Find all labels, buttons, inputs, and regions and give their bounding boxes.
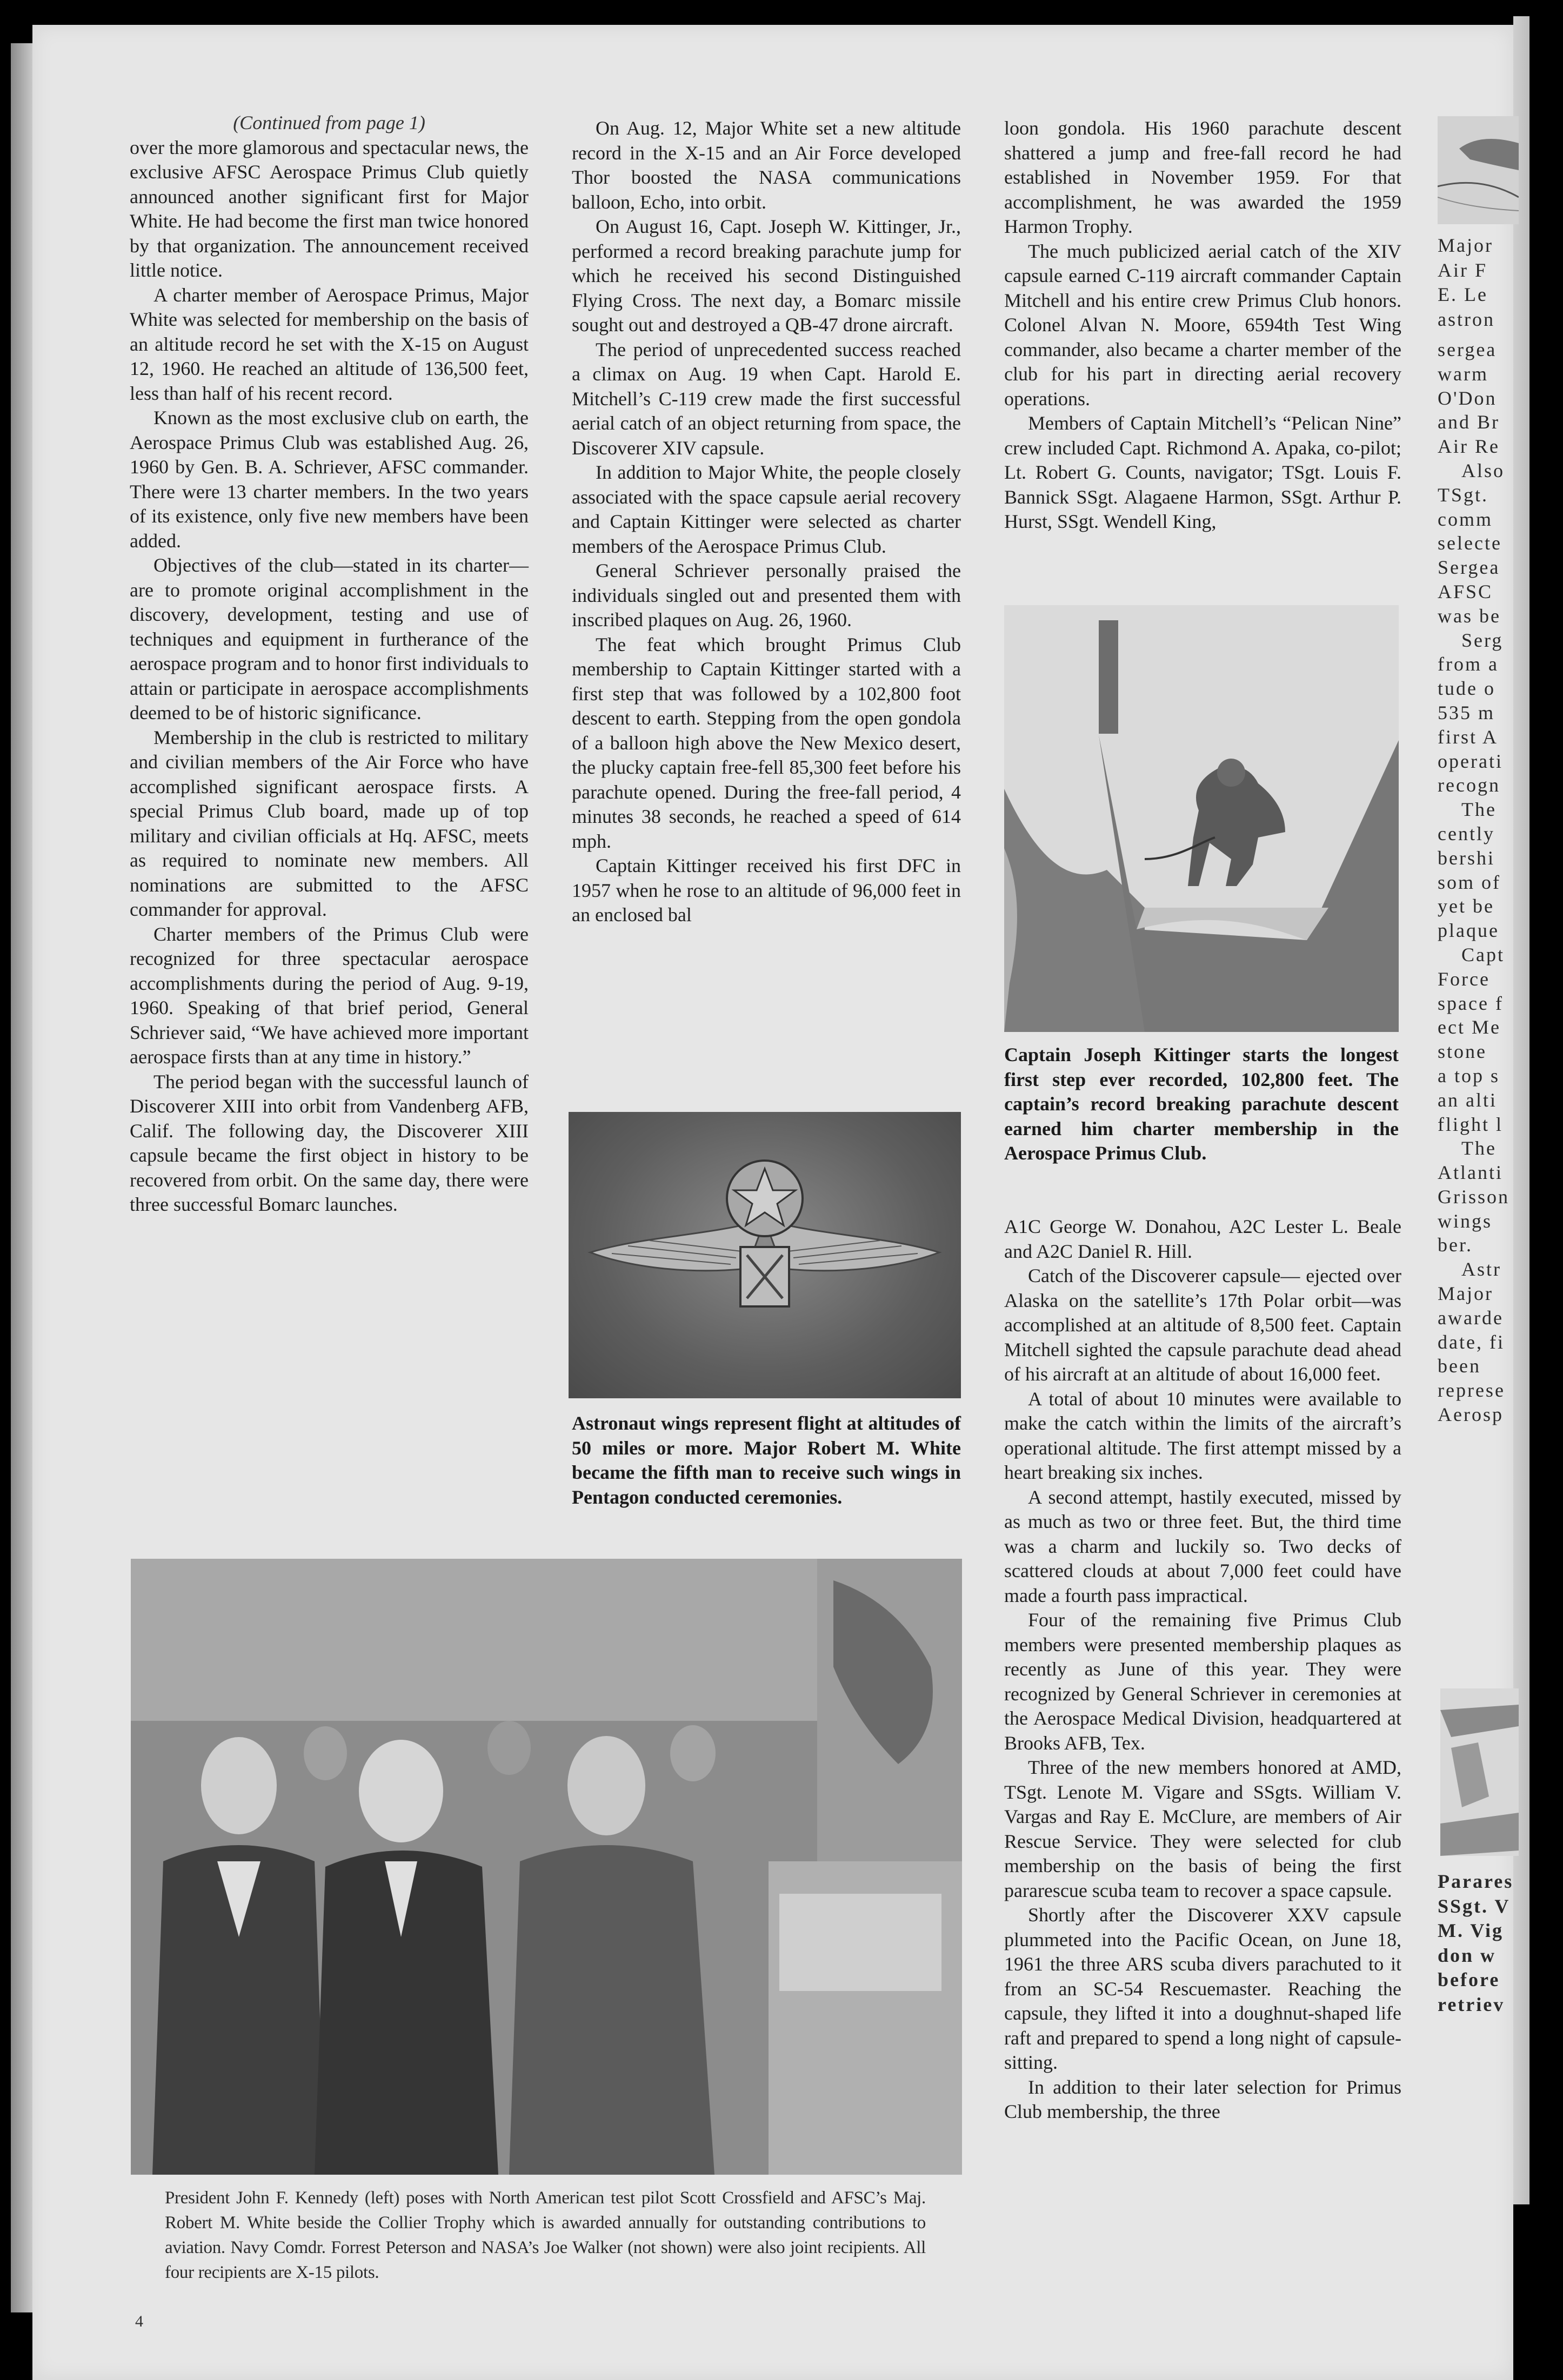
cut-line: operati bbox=[1438, 750, 1503, 772]
paragraph: A second attempt, hastily executed, missed by as much as two or three feet. But, the third time was a charm and luckily so. Two decks of scattered clouds at about 7,000 feet could have made a fourth pass impractical. bbox=[1004, 1486, 1401, 1606]
cut-line: ect Me bbox=[1438, 1016, 1501, 1038]
cut-line: Air F bbox=[1438, 259, 1488, 281]
cut-line: bershi bbox=[1438, 847, 1495, 869]
wings-insignia-icon bbox=[569, 1112, 961, 1398]
astronaut-wings-photo bbox=[569, 1112, 961, 1398]
cut-line: from a bbox=[1438, 653, 1499, 675]
cut-line: Sergea bbox=[1438, 557, 1500, 579]
cut-line: astron bbox=[1438, 308, 1495, 330]
cut-line: recogn bbox=[1438, 774, 1500, 796]
cut-line: Parares bbox=[1438, 1871, 1514, 1892]
right-edge-photo-top bbox=[1438, 116, 1519, 224]
cut-line: SSgt. V bbox=[1438, 1895, 1511, 1917]
parachutist-image-icon bbox=[1004, 605, 1399, 1032]
cut-off-caption-bottom bbox=[1438, 1869, 1519, 2017]
cut-line: M. Vig bbox=[1438, 1920, 1504, 1941]
cut-line: first A bbox=[1438, 726, 1499, 748]
paragraph: In addition to their later selection for Primus Club membership, the three bbox=[1004, 2076, 1401, 2122]
cut-line: Serg bbox=[1461, 629, 1504, 651]
continued-from-label: (Continued from page 1) bbox=[233, 112, 425, 133]
cut-line: Atlanti bbox=[1438, 1162, 1503, 1184]
paragraph: Captain Kittinger received his first DFC in 1957 when he rose to an altitude of 96,000 feet in an enclosed bal bbox=[572, 855, 961, 926]
article-column-3-top bbox=[1004, 116, 1401, 534]
cut-line: was be bbox=[1438, 605, 1501, 627]
wings-photo-caption: Astronaut wings represent flight at altitudes of 50 miles or more. Major Robert M. White became the fifth man to receive such wings in Pentagon conducted ceremonies. bbox=[572, 1412, 961, 1508]
paragraph: A1C George W. Donahou, A2C Lester L. Beale and A2C Daniel R. Hill. bbox=[1004, 1216, 1401, 1262]
cut-line: wings bbox=[1438, 1210, 1493, 1232]
cut-line: flight l bbox=[1438, 1113, 1503, 1135]
kennedy-collier-trophy-photo bbox=[131, 1559, 962, 2175]
cut-line: been bbox=[1438, 1355, 1481, 1377]
paragraph: loon gondola. His 1960 parachute descent shattered a jump and free-fall record he had established in November 1959. For that accomplishment, he was awarded the 1959 Harmon Trophy. bbox=[1004, 117, 1401, 237]
cut-line: ber. bbox=[1438, 1234, 1473, 1256]
cut-line: date, fi bbox=[1438, 1331, 1505, 1353]
cut-off-column-text bbox=[1438, 338, 1519, 1427]
paragraph: The much publicized aerial catch of the XIV capsule earned C-119 aircraft commander Captain Mitchell and his entire crew Primus Club honors. Colonel Alvan N. Moore, 6594th Test Wing commander, also became a charter member of the club for his part in directing aerial recovery operations. bbox=[1004, 240, 1401, 410]
paragraph: Known as the most exclusive club on earth, the Aerospace Primus Club was established Aug. 26, 1960 by Gen. B. A. Schriever, AFSC commander. There were 13 charter members. In the two years of its existence, only five new members have been added. bbox=[130, 407, 529, 552]
cut-line: Astr bbox=[1461, 1258, 1501, 1280]
paragraph: A total of about 10 minutes were available to make the catch within the limits of the aircraft’s operational altitude. The first attempt missed by a heart breaking six inches. bbox=[1004, 1387, 1401, 1483]
cut-line: Air Re bbox=[1438, 435, 1500, 458]
cut-line: selecte bbox=[1438, 532, 1502, 554]
scan-border bbox=[1518, 2302, 1563, 2380]
cut-line: yet be bbox=[1438, 895, 1494, 917]
portrait-fragment-icon bbox=[1438, 116, 1519, 224]
cut-line: TSgt. bbox=[1438, 484, 1489, 506]
paragraph: Objectives of the club—stated in its charter—are to promote original accomplishment in the discovery, development, testing and use of techniques and equipment in furtherance of the aerospace program and to honor first individuals to attain or participate in aerospace accomplishments deemed to be of historic significance. bbox=[130, 554, 529, 723]
paragraph: Membership in the club is restricted to military and civilian members of the Air Force who have accomplished significant aerospace firsts. A special Primus Club board, made up of top military and civilian officials at Hq. AFSC, meets as required to nominate new members. All nominations are submitted to the AFSC commander for approval. bbox=[130, 726, 529, 920]
paragraph: Three of the new members honored at AMD, TSgt. Lenote M. Vigare and SSgts. William V. Vargas and Ray E. McClure, are members of Air Rescue Service. They were selected for club membership on the basis of being the first pararescue scuba team to recover a space capsule. bbox=[1004, 1756, 1401, 1901]
cut-line: AFSC bbox=[1438, 580, 1493, 602]
paragraph: General Schriever personally praised the individuals singled out and presented them with inscribed plaques on Aug. 26, 1960. bbox=[572, 560, 961, 631]
cut-line: and Br bbox=[1438, 411, 1500, 433]
paragraph: A charter member of Aerospace Primus, Major White was selected for membership on the basis of an altitude record he set with the X-15 on August 12, 1960. He reached an altitude of 136,500 feet, less than half of his recent record. bbox=[130, 284, 529, 404]
cut-line: cently bbox=[1438, 822, 1495, 844]
kittinger-photo-caption: Captain Joseph Kittinger starts the longest first step ever recorded, 102,800 feet. The captain’s record breaking parachute descent earned him charter membership in the Aerospace Primus Club. bbox=[1004, 1044, 1399, 1164]
cut-line: 535 m bbox=[1438, 701, 1495, 723]
cut-line: Grisson bbox=[1438, 1185, 1510, 1208]
kittinger-photo bbox=[1004, 605, 1399, 1032]
cut-line: Major bbox=[1438, 234, 1493, 256]
cut-line: O'Don bbox=[1438, 387, 1497, 409]
paragraph: On August 16, Capt. Joseph W. Kittinger, Jr., performed a record breaking parachute jump for which he received his second Distinguished Flying Cross. The next day, a Bomarc missile sought out and destroyed a QB-47 drone aircraft. bbox=[572, 216, 961, 336]
paragraph: The period began with the successful launch of Discoverer XIII into orbit from Vandenberg AFB, Calif. The following day, the Discoverer XIII capsule became the first object in history to be recovered from orbit. On the same day, there were three successful Bomarc launches. bbox=[130, 1070, 529, 1215]
pararescue-fragment-icon bbox=[1440, 1688, 1519, 1856]
cut-line: a top s bbox=[1438, 1064, 1500, 1087]
cut-line: don w bbox=[1438, 1944, 1497, 1966]
cut-line: E. Le bbox=[1438, 284, 1488, 305]
cut-line: retriev bbox=[1438, 1993, 1505, 2015]
paragraph: Four of the remaining five Primus Club members were presented membership plaques as recently as June of this year. They were recognized by General Schriever in ceremonies at the Aerospace Medical Division, headquartered at Brooks AFB, Tex. bbox=[1004, 1609, 1401, 1754]
article-column-3-bottom bbox=[1004, 1215, 1401, 2124]
paragraph: On Aug. 12, Major White set a new altitude record in the X-15 and an Air Force developed Thor boosted the NASA communications balloon, Echo, into orbit. bbox=[572, 117, 961, 213]
cut-line: represe bbox=[1438, 1379, 1505, 1402]
paragraph: Members of Captain Mitchell’s “Pelican Nine” crew included Capt. Richmond A. Apaka, co-pilot; Lt. Robert G. Counts, navigator; TSgt. Louis F. Bannick SSgt. Alagaene Harmon, SSgt. Arthur P. Hurst, SSgt. Wendell King, bbox=[1004, 412, 1401, 532]
cut-line: Also bbox=[1461, 459, 1505, 481]
cut-line: Aerosp bbox=[1438, 1404, 1504, 1426]
cut-line: The bbox=[1461, 799, 1497, 821]
paragraph: The period of unprecedented success reached a climax on Aug. 19 when Capt. Harold E. Mitchell’s C-119 crew made the first successful aerial catch of an object returning from space, the Discoverer XIV capsule. bbox=[572, 338, 961, 459]
cut-line: Capt bbox=[1461, 943, 1505, 966]
cut-line: Force bbox=[1438, 968, 1490, 990]
article-column-1 bbox=[130, 111, 529, 1217]
article-column-2 bbox=[572, 116, 961, 928]
cut-line: plaque bbox=[1438, 920, 1499, 942]
cut-line: tude o bbox=[1438, 678, 1495, 700]
paragraph: Shortly after the Discoverer XXV capsule plummeted into the Pacific Ocean, on June 18, 1961 the three ARS scuba divers parachuted to it from an SC-54 Rescuemaster. Reaching the capsule, they lifted it into a doughnut-shaped life raft and prepared to spend a long night of capsule-sitting. bbox=[1004, 1904, 1401, 2073]
cut-line: an alti bbox=[1438, 1089, 1497, 1111]
paragraph: over the more glamorous and spectacular news, the exclusive AFSC Aerospace Primus Club quietly announced another significant first for Major White. He had become the first man twice honored by that organization. The announcement received little notice. bbox=[130, 136, 529, 281]
cut-line: awarde bbox=[1438, 1306, 1504, 1329]
paragraph: Charter members of the Primus Club were recognized for three spectacular aerospace accomplishments during the period of Aug. 9-19, 1960. Speaking of that brief period, General Schriever said, “We have achieved more important aerospace firsts than at any time in history.” bbox=[130, 923, 529, 1068]
group-photo-image-icon bbox=[131, 1559, 962, 2175]
paragraph: Catch of the Discoverer capsule— ejected over Alaska on the satellite’s 17th Polar orbit—was accomplished at an altitude of 8,500 feet. Captain Mitchell sighted the capsule parachute dead ahead of his aircraft at an altitude of about 16,000 feet. bbox=[1004, 1265, 1401, 1385]
cut-line: som of bbox=[1438, 871, 1501, 893]
cut-line: warm bbox=[1438, 363, 1488, 385]
cut-off-caption-top bbox=[1438, 233, 1519, 332]
paragraph: In addition to Major White, the people closely associated with the space capsule aerial recovery and Captain Kittinger were selected as charter members of the Aerospace Primus Club. bbox=[572, 461, 961, 557]
cut-line: stone bbox=[1438, 1041, 1487, 1063]
cut-line: sergea bbox=[1438, 339, 1497, 360]
cut-line: comm bbox=[1438, 508, 1493, 530]
cut-line: Major bbox=[1438, 1283, 1493, 1305]
cut-line: space f bbox=[1438, 992, 1504, 1014]
cut-line: before bbox=[1438, 1969, 1500, 1990]
right-edge-photo-bottom bbox=[1440, 1688, 1519, 1856]
cut-line: The bbox=[1461, 1137, 1497, 1159]
page-shadow-left bbox=[11, 43, 32, 2312]
page-mark: 4 bbox=[135, 2312, 143, 2330]
kennedy-photo-caption: President John F. Kennedy (left) poses with North American test pilot Scott Crossfield and AFSC’s Maj. Robert M. White beside the Collier Trophy which is awarded annually for outstanding contributions to aviation. Navy Comdr. Forrest Peterson and NASA’s Joe Walker (not shown) were also joint recipients. All four recipients are X-15 pilots. bbox=[165, 2188, 926, 2282]
paragraph: The feat which brought Primus Club membership to Captain Kittinger started with a first step that was followed by a 102,800 foot descent to earth. Stepping from the open gondola of a balloon high above the New Mexico desert, the plucky captain free-fell 85,300 feet before his parachute opened. During the free-fall period, 4 minutes 38 seconds, he reached a speed of 614 mph. bbox=[572, 633, 961, 852]
